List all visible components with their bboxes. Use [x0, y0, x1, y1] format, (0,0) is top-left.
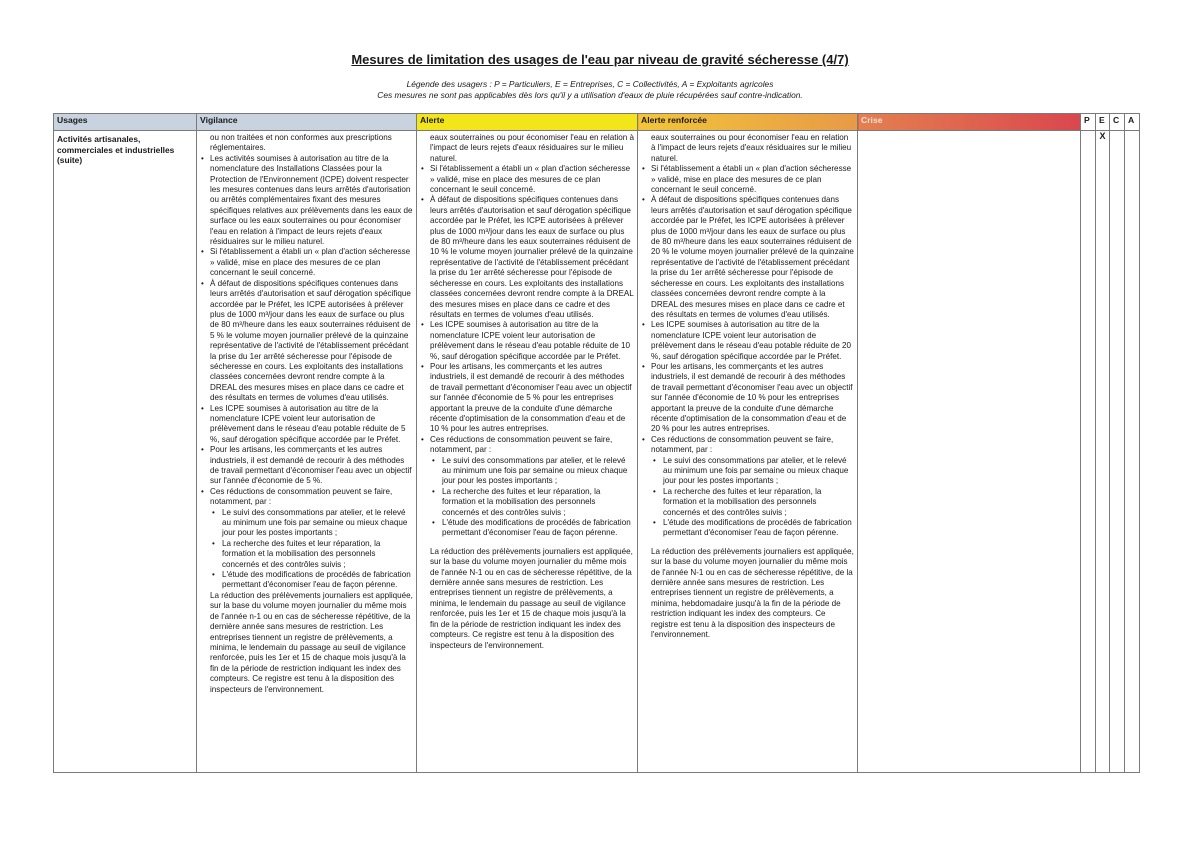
header-e: E: [1096, 114, 1110, 131]
list-item: • L'étude des modifications de procédés de fabrication permettant d'économiser l'eau de façon pérenne.: [420, 518, 634, 539]
list-item: • Les ICPE soumises à autorisation au titre de la nomenclature ICPE voient leur autorisation de prélèvement dans le réseau d'eau potable réduite de 20 %, sauf dérogation spécifique accordée par le Préfet.: [641, 320, 854, 362]
list-item: • Le suivi des consommations par atelier, et le relevé au minimum une fois par semaine ou mieux chaque jour pour les postes importants ;: [641, 456, 854, 487]
list-item: • Pour les artisans, les commerçants et les autres industriels, il est demandé de recourir à des méthodes de travail permettant d'économiser l'eau avec un objectif sur l'année d'économie de 5 %.: [200, 445, 413, 487]
alerte-renforcee-tail: La réduction des prélèvements journaliers est appliquée, sur la base du volume moyen journalier du même mois de l'année N-1 ou en cas de sécheresse répétitive, de la dernière année sans mesures de restriction. Les entreprises tiennent un registre de prélèvements, a minima, hebdomadaire jusqu'à la fin de la période de restriction indiquant les index des compteurs. Ce registre est tenu à la disposition des inspecteurs de l'environnement.: [651, 546, 854, 640]
alerte-renforcee-sub-bullets: [641, 456, 854, 539]
header-c: C: [1110, 114, 1125, 131]
header-p: P: [1081, 114, 1096, 131]
vigilance-lead: ou non traitées et non conformes aux prescriptions réglementaires.: [210, 133, 392, 153]
vigilance-text: [197, 131, 416, 695]
alerte-lead: eaux souterraines ou pour économiser l'eau en relation à l'impact de leurs rejets d'eaux résiduaires sur le milieu naturel.: [430, 133, 635, 163]
list-item: • La recherche des fuites et leur réparation, la formation et la mobilisation des personnels concernés et des contrôles suivis ;: [420, 487, 634, 518]
legend-line-2: Ces mesures ne sont pas applicables dès lors qu'il y a utilisation d'eaux de pluie récupérées sauf contre-indication.: [377, 90, 803, 100]
list-item: • Les activités soumises à autorisation au titre de la nomenclature des Installations Classées pour la Protection de l'Environnement (ICPE) doivent respecter les mesures contenues dans leurs arrêtés d'autorisation ou arrêtés complémentaires fixant des mesures spécifiques relatives aux prélèvements dans les eaux de surface ou les eaux souterraines ou pour économiser l'eau en relation à l'impact de leurs rejets d'eaux résiduaires sur le milieu naturel.: [200, 154, 413, 248]
page-title: Mesures de limitation des usages de l'eau par niveau de gravité sécheresse (4/7): [351, 52, 849, 67]
list-item: • Les ICPE soumises à autorisation au titre de la nomenclature ICPE voient leur autorisation de prélèvement dans le réseau d'eau potable réduite de 10 %, sauf dérogation spécifique accordée par le Préfet.: [420, 320, 634, 362]
alerte-bullets: [420, 164, 634, 455]
list-item: • Les ICPE soumises à autorisation au titre de la nomenclature ICPE voient leur autorisation de prélèvement dans le réseau d'eau potable réduite de 5 %, sauf dérogation spécifique accordée par le Préfet.: [200, 404, 413, 446]
legend-line-1: Légende des usagers : P = Particuliers, E = Entreprises, C = Collectivités, A = Exploitants agricoles: [406, 79, 774, 89]
list-item: • Pour les artisans, les commerçants et les autres industriels, il est demandé de recourir à des méthodes de travail permettant d'économiser l'eau avec un objectif sur l'année d'économie de 5 % pour les entreprises apportant la preuve de la conduite d'une démarche récente d'optimisation de la consommation d'eau et de 10 % pour les autres entreprises.: [420, 362, 634, 435]
list-item: • Ces réductions de consommation peuvent se faire, notamment, par :: [200, 487, 413, 508]
alerte-renforcee-bullets: [641, 164, 854, 455]
list-item: • Ces réductions de consommation peuvent se faire, notamment, par :: [641, 435, 854, 456]
table-row: [54, 131, 1140, 773]
list-item: • L'étude des modifications de procédés de fabrication permettant d'économiser l'eau de façon pérenne.: [641, 518, 854, 539]
list-item: • La recherche des fuites et leur réparation, la formation et la mobilisation des personnels concernés et des contrôles suivis ;: [200, 539, 413, 570]
header-usages: Usages: [54, 114, 197, 131]
list-item: • Si l'établissement a établi un « plan d'action sécheresse » validé, mise en place des mesures de ce plan concernant le seuil concerné.: [200, 247, 413, 278]
list-item: • À défaut de dispositions spécifiques contenues dans leurs arrêtés d'autorisation et sauf dérogation spécifique accordée par le Préfet, les ICPE autorisées à prélever plus de 1000 m³/jour dans les eaux de surface ou plus de 80 m³/heure dans les eaux souterraines réduisent de 20 % le volume moyen journalier prélevé de la quinzaine représentative de l'activité de l'établissement précédant la prise du 1er arrêté sécheresse pour l'épisode de sécheresse en cours. Les exploitants des installations classées concernées devront rendre compte à la DREAL des mesures mises en place dans ce cadre et des résultats en termes de volumes d'eau utilisés.: [641, 195, 854, 320]
header-crise: Crise: [858, 114, 1081, 131]
header-alerte-renforcee: Alerte renforcée: [638, 114, 858, 131]
table-header-row: [54, 114, 1140, 131]
list-item: • Pour les artisans, les commerçants et les autres industriels, il est demandé de recourir à des méthodes de travail permettant d'économiser l'eau avec un objectif sur l'année d'économie de 10 % pour les entreprises apportant la preuve de la conduite d'une démarche récente d'optimisation de la consommation d'eau et de 20 % pour les autres entreprises.: [641, 362, 854, 435]
alerte-sub-bullets: [420, 456, 634, 539]
vigilance-bullets: [200, 154, 413, 508]
list-item: • Le suivi des consommations par atelier, et le relevé au minimum une fois par semaine ou mieux chaque jour pour les postes importants ;: [420, 456, 634, 487]
crise-cell: [858, 131, 1081, 773]
alerte-cell: [417, 131, 638, 773]
list-item: • Le suivi des consommations par atelier, et le relevé au minimum une fois par semaine ou mieux chaque jour pour les postes importants ;: [200, 508, 413, 539]
header-vigilance: Vigilance: [197, 114, 417, 131]
alerte-renforcee-text: [638, 131, 857, 641]
list-item: • À défaut de dispositions spécifiques contenues dans leurs arrêtés d'autorisation et sauf dérogation spécifique accordée par le Préfet, les ICPE autorisées à prélever plus de 1000 m³/jour dans les eaux de surface ou plus de 80 m³/heure dans les eaux souterraines réduisent de 5 % le volume moyen journalier prélevé de la quinzaine représentative de l'activité de l'établissement précédant la prise du 1er arrêté sécheresse pour l'épisode de sécheresse en cours. Les exploitants des installations classées concernées devront rendre compte à la DREAL des mesures mises en place dans ce cadre et des résultats en termes de volumes d'eau utilisés.: [200, 279, 413, 404]
header-alerte: Alerte: [417, 114, 638, 131]
list-item: • L'étude des modifications de procédés de fabrication permettant d'économiser l'eau de façon pérenne.: [200, 570, 413, 591]
list-item: • À défaut de dispositions spécifiques contenues dans leurs arrêtés d'autorisation et sauf dérogation spécifique accordée par le Préfet, les ICPE autorisées à prélever plus de 1000 m³/jour dans les eaux de surface ou plus de 80 m³/heure dans les eaux souterraines réduisent de 10 % le volume moyen journalier prélevé de la quinzaine représentative de l'activité de l'établissement précédant la prise du 1er arrêté sécheresse pour l'épisode de sécheresse en cours. Les exploitants des installations classées concernées devront rendre compte à la DREAL des mesures mises en place dans ce cadre et des résultats en termes de volumes d'eau utilisés.: [420, 195, 634, 320]
vigilance-tail: La réduction des prélèvements journaliers est appliquée, sur la base du volume moyen journalier du même mois de l'année n-1 ou en cas de sécheresse répétitive, de la dernière année sans mesures de restriction. Les entreprises tiennent un registre de prélèvements, a minima, le lendemain du passage au seuil de vigilance renforcée, puis les 1er et 15 de chaque mois jusqu'à la fin de la période de restriction indiquant les index des compteurs. Ce registre est tenu à la disposition des inspecteurs de l'environnement.: [210, 590, 413, 694]
vigilance-cell: [197, 131, 417, 773]
mark-c: [1110, 131, 1125, 773]
alerte-text: [417, 131, 637, 651]
alerte-renforcee-lead: eaux souterraines ou pour économiser l'eau en relation à l'impact de leurs rejets d'eaux résiduaires sur le milieu naturel.: [651, 133, 852, 163]
alerte-tail: La réduction des prélèvements journaliers est appliquée, sur la base du volume moyen journalier du même mois de l'année N-1 ou en cas de sécheresse répétitive, de la dernière année sans mesures de restriction. Les entreprises tiennent un registre de prélèvements, a minima, le lendemain du passage au seuil de vigilance renforcée, puis les 1er et 15 de chaque mois jusqu'à la fin de la période de restriction indiquant les index des compteurs. Ce registre est tenu à la disposition des inspecteurs de l'environnement.: [430, 546, 633, 650]
list-item: • La recherche des fuites et leur réparation, la formation et la mobilisation des personnels concernés et des contrôles suivis ;: [641, 487, 854, 518]
crise-text: [858, 131, 1080, 133]
usage-cell: [54, 131, 197, 773]
usage-label: Activités artisanales, commerciales et industrielles (suite): [57, 134, 175, 166]
mark-p: [1081, 131, 1096, 773]
list-item: • Si l'établissement a établi un « plan d'action sécheresse » validé, mise en place des mesures de ce plan concernant le seuil concerné.: [641, 164, 854, 195]
vigilance-sub-bullets: [200, 508, 413, 591]
list-item: • Si l'établissement a établi un « plan d'action sécheresse » validé, mise en place des mesures de ce plan concernant le seuil concerné.: [420, 164, 634, 195]
list-item: • Ces réductions de consommation peuvent se faire, notamment, par :: [420, 435, 634, 456]
usagers-legend: [0, 79, 1180, 101]
alerte-renforcee-cell: [638, 131, 858, 773]
header-a: A: [1125, 114, 1140, 131]
restriction-table: [53, 113, 1140, 773]
mark-a: [1125, 131, 1140, 773]
mark-e: X: [1096, 131, 1110, 773]
